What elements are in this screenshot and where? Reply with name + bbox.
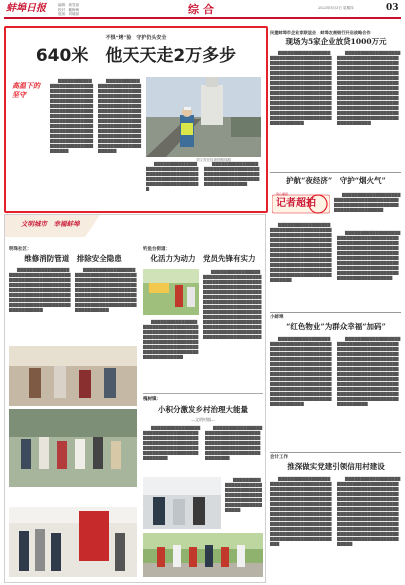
lower-headline: 小积分激发乡村治理大能量 xyxy=(158,405,248,414)
community-photo-3 xyxy=(9,507,137,577)
right-bottom-body-2: ▇▇▇▇▇▇▇▇▇▇▇▇▇▇▇▇▇▇▇▇▇▇▇▇▇▇▇▇▇▇▇▇▇▇▇▇▇▇▇▇▇▇▇▇▇▇▇▇▇▇▇▇▇▇▇▇▇▇▇▇▇▇▇▇▇▇▇▇▇▇▇▇▇▇▇▇▇▇▇▇▇▇▇▇▇▇▇▇▇▇▇▇▇▇▇▇▇▇▇▇▇▇▇▇▇▇▇▇▇▇▇▇▇▇▇▇▇▇▇▇▇▇▇▇▇▇▇▇▇▇▇▇▇▇▇▇▇▇▇▇▇▇▇▇▇▇▇▇▇▇▇▇▇▇▇▇▇▇▇▇▇▇▇▇▇▇▇▇▇▇▇▇▇▇▇▇▇▇▇▇▇▇▇▇▇▇▇▇▇▇▇▇▇▇▇▇▇▇▇▇▇▇▇▇▇▇▇▇▇▇▇▇▇▇▇▇▇▇▇▇▇▇▇▇▇▇▇▇▇▇▇▇▇▇▇▇▇▇▇▇▇▇▇▇▇▇▇▇▇▇▇▇▇▇▇▇▇▇▇▇▇▇▇ xyxy=(337,476,401,546)
banner-headline: 护航“夜经济” 守护“烟火气” xyxy=(286,176,386,185)
lead-photo xyxy=(146,77,261,157)
lead-body-col-3: ▇▇▇▇▇▇▇▇▇▇▇▇▇▇▇▇▇▇▇▇▇▇▇▇▇▇▇▇▇▇▇▇▇▇▇▇▇▇▇▇▇▇▇▇▇▇▇▇▇▇▇▇▇▇▇▇▇▇▇▇▇▇▇▇▇▇▇▇▇▇▇▇▇▇▇▇▇▇▇▇▇▇▇ xyxy=(146,161,199,191)
village-photo-2 xyxy=(143,533,263,577)
community-photo-2 xyxy=(9,409,137,487)
community-photo-1 xyxy=(9,346,137,406)
left-photo-1 xyxy=(9,346,137,406)
section-title: 综合 xyxy=(188,3,218,16)
lead-side-title-text: 高温下的坚守 xyxy=(12,81,40,99)
lower-body-2: ▇▇▇▇▇▇▇▇▇▇▇▇▇▇▇▇▇▇▇▇▇▇▇▇▇▇▇▇▇▇▇▇▇▇▇▇▇▇▇▇▇▇▇▇▇▇▇▇▇▇▇▇▇▇▇▇▇▇▇▇▇▇▇▇▇▇▇▇▇▇▇▇▇▇▇▇▇▇▇▇▇▇▇▇▇▇▇▇▇▇▇▇▇▇▇▇▇▇▇▇▇▇▇▇▇▇▇▇▇▇▇▇▇▇ xyxy=(205,425,263,460)
right-lower-body-2: ▇▇▇▇▇▇▇▇▇▇▇▇▇▇▇▇▇▇▇▇▇▇▇▇▇▇▇▇▇▇▇▇▇▇▇▇▇▇▇▇▇▇▇▇▇▇▇▇▇▇▇▇▇▇▇▇▇▇▇▇▇▇▇▇▇▇▇▇▇▇▇▇▇▇▇▇▇▇▇▇▇▇▇▇▇▇▇▇▇▇▇▇▇▇▇▇▇▇▇▇▇▇▇▇▇▇▇▇▇▇▇▇▇▇▇▇▇▇▇▇▇▇▇▇▇▇▇▇▇▇▇▇▇▇▇▇▇▇▇▇▇▇▇▇▇▇▇▇▇▇▇▇▇▇▇▇▇▇▇▇▇▇▇▇▇▇▇▇▇▇▇▇▇▇▇▇▇▇▇▇▇▇▇▇▇▇▇▇▇▇▇▇▇▇▇▇▇▇▇▇▇▇▇▇▇▇▇▇▇▇▇▇▇▇▇▇▇▇▇▇▇▇▇▇▇▇▇▇▇▇▇▇▇▇▇▇▇▇▇▇▇▇▇▇▇▇▇▇▇▇▇▇▇▇▇▇▇▇▇▇▇▇▇▇▇▇▇▇ xyxy=(337,336,401,406)
right-top-kicker: 民建蚌埠市企业家联谊会 蚌埠农商银行开启战略合作 xyxy=(270,30,371,35)
editor-name: 编辑：黄雪丽 xyxy=(58,3,79,7)
right-mid-body-b: ▇▇▇▇▇▇▇▇▇▇▇▇▇▇▇▇▇▇▇▇▇▇▇▇▇▇▇▇▇▇▇▇▇▇▇▇▇▇▇▇▇▇▇▇▇▇▇▇▇▇▇▇▇▇▇▇▇▇▇▇▇▇▇▇▇▇▇▇▇▇▇▇▇▇▇▇▇▇▇▇▇▇▇▇▇▇▇▇▇▇▇▇▇▇▇▇▇▇▇▇▇▇▇▇▇▇▇▇▇▇▇▇▇▇▇▇▇▇▇▇▇▇▇▇▇▇▇▇▇▇▇▇▇▇▇▇▇▇▇▇▇▇▇▇▇▇▇▇▇▇▇▇▇▇▇▇▇▇▇▇▇▇▇▇▇▇▇▇▇▇▇▇▇▇▇▇▇▇▇▇▇▇▇▇▇▇▇▇▇▇▇▇▇▇▇▇▇▇▇▇▇▇▇▇▇▇▇▇▇▇▇▇▇▇▇▇▇▇▇▇▇▇▇▇ xyxy=(270,222,332,282)
mid-photo xyxy=(143,269,199,315)
right-divider-3 xyxy=(270,452,401,453)
editor-credits xyxy=(58,3,79,17)
volunteer-photo xyxy=(143,269,199,315)
right-top-body-1: ▇▇▇▇▇▇▇▇▇▇▇▇▇▇▇▇▇▇▇▇▇▇▇▇▇▇▇▇▇▇▇▇▇▇▇▇▇▇▇▇▇▇▇▇▇▇▇▇▇▇▇▇▇▇▇▇▇▇▇▇▇▇▇▇▇▇▇▇▇▇▇▇▇▇▇▇▇▇▇▇▇▇▇▇▇▇▇▇▇▇▇▇▇▇▇▇▇▇▇▇▇▇▇▇▇▇▇▇▇▇▇▇▇▇▇▇▇▇▇▇▇▇▇▇▇▇▇▇▇▇▇▇▇▇▇▇▇▇▇▇▇▇▇▇▇▇▇▇▇▇▇▇▇▇▇▇▇▇▇▇▇▇▇▇▇▇▇▇▇▇▇▇▇▇▇▇▇▇▇▇▇▇▇▇▇▇▇▇▇▇▇▇▇▇▇▇▇▇▇▇▇▇▇▇▇▇▇▇▇▇▇▇▇▇▇▇▇▇▇▇▇▇▇▇▇▇▇▇▇▇▇▇▇▇▇▇▇▇▇▇▇▇▇▇▇▇▇▇▇▇▇▇▇▇▇▇▇▇▇▇▇▇▇▇▇▇▇▇▇▇▇▇▇▇▇▇▇▇▇▇▇▇▇▇▇▇▇▇ xyxy=(270,50,332,125)
lead-kicker: 不惧“烤”验 守护仍头安全 xyxy=(105,35,167,41)
proofread-name: 校对：戴梅梅 xyxy=(58,7,79,12)
feature-box xyxy=(4,214,266,583)
lower-photo-2 xyxy=(143,533,263,577)
left-headline: 维修消防管道 排除安全隐患 xyxy=(24,254,122,263)
lead-side-title xyxy=(12,81,42,99)
mid-feature-headline: 化活力为动力 党员先锋有实力 xyxy=(150,254,256,263)
mid-body-2: ▇▇▇▇▇▇▇▇▇▇▇▇▇▇▇▇▇▇▇▇▇▇▇▇▇▇▇▇▇▇▇▇▇▇▇▇▇▇▇▇▇▇▇▇▇▇▇▇▇▇▇▇▇▇▇▇▇▇▇▇▇▇▇▇▇▇▇▇▇▇▇▇▇▇▇▇▇▇▇▇▇▇▇▇▇▇▇▇▇▇▇▇▇▇▇▇▇▇▇▇▇▇▇▇▇▇▇▇▇▇▇▇▇▇▇▇▇▇▇▇▇▇▇▇▇▇▇▇▇▇▇▇▇▇▇▇ xyxy=(143,319,199,359)
page-number: 03 xyxy=(386,3,399,13)
lead-story-box xyxy=(4,26,268,213)
left-body-1: ▇▇▇▇▇▇▇▇▇▇▇▇▇▇▇▇▇▇▇▇▇▇▇▇▇▇▇▇▇▇▇▇▇▇▇▇▇▇▇▇▇▇▇▇▇▇▇▇▇▇▇▇▇▇▇▇▇▇▇▇▇▇▇▇▇▇▇▇▇▇▇▇▇▇▇▇▇▇▇▇▇▇▇▇▇▇▇▇▇▇▇▇▇▇▇▇▇▇▇▇▇▇▇▇▇▇▇▇▇▇▇▇▇▇▇▇▇▇▇▇▇▇▇▇▇▇▇▇▇▇▇▇▇▇▇▇▇▇▇▇▇▇▇▇▇▇▇▇▇▇▇▇▇▇▇▇▇▇▇▇▇▇▇▇▇▇▇▇ xyxy=(9,267,71,312)
village-photo-1 xyxy=(143,477,221,529)
bottom-headline: 推深做实党建引领信用村建设 xyxy=(287,462,385,471)
mid-kicker: 钓鱼台街道： xyxy=(143,247,170,252)
left-photo-2 xyxy=(9,409,137,487)
lower-sub: —文明村镇— xyxy=(191,417,215,422)
left-photo-3 xyxy=(9,507,137,577)
column-logo-text: 记者超拍 xyxy=(276,198,316,209)
lead-photo-caption: 刘文亮在检查铁路线路 xyxy=(196,158,231,162)
right-divider-1 xyxy=(270,172,401,173)
lead-body-col-2: ▇▇▇▇▇▇▇▇▇▇▇▇▇▇▇▇▇▇▇▇▇▇▇▇▇▇▇▇▇▇▇▇▇▇▇▇▇▇▇▇▇▇▇▇▇▇▇▇▇▇▇▇▇▇▇▇▇▇▇▇▇▇▇▇▇▇▇▇▇▇▇▇▇▇▇▇▇▇▇▇▇▇▇▇▇▇▇▇▇▇▇▇▇▇▇▇▇▇▇▇▇▇▇▇▇▇▇▇▇▇▇▇▇▇▇▇▇▇▇▇▇▇▇▇▇▇▇▇▇▇▇▇▇▇▇▇▇▇▇▇▇▇▇▇▇▇▇▇▇▇▇▇▇▇▇▇▇▇▇▇▇▇▇▇▇▇▇▇▇▇▇▇▇▇▇▇▇▇▇▇▇▇▇▇▇▇▇▇▇▇▇▇▇▇▇▇▇▇▇ xyxy=(98,78,142,153)
mid-divider xyxy=(143,393,263,394)
feature-banner: 文明城市 幸福蚌埠 xyxy=(21,220,80,228)
left-kicker: 明珠社区： xyxy=(9,247,32,252)
right-mid-body-c: ▇▇▇▇▇▇▇▇▇▇▇▇▇▇▇▇▇▇▇▇▇▇▇▇▇▇▇▇▇▇▇▇▇▇▇▇▇▇▇▇▇▇▇▇▇▇▇▇▇▇▇▇▇▇▇▇▇▇▇▇▇▇▇▇▇▇▇▇▇▇▇▇▇▇▇▇▇▇▇▇▇▇▇▇▇▇▇▇▇▇▇▇▇▇▇▇▇▇▇▇▇▇▇▇▇▇▇▇▇▇▇▇▇▇▇▇▇▇▇▇▇▇▇▇▇▇▇▇▇▇▇▇▇▇▇▇▇▇▇▇▇▇▇▇▇▇▇▇▇▇▇▇▇▇▇▇▇▇▇▇▇▇▇▇▇▇▇▇▇▇▇▇▇▇▇▇▇▇▇▇▇▇▇▇▇▇▇▇▇▇▇▇▇▇▇▇ xyxy=(337,230,401,280)
right-lower-body-1: ▇▇▇▇▇▇▇▇▇▇▇▇▇▇▇▇▇▇▇▇▇▇▇▇▇▇▇▇▇▇▇▇▇▇▇▇▇▇▇▇▇▇▇▇▇▇▇▇▇▇▇▇▇▇▇▇▇▇▇▇▇▇▇▇▇▇▇▇▇▇▇▇▇▇▇▇▇▇▇▇▇▇▇▇▇▇▇▇▇▇▇▇▇▇▇▇▇▇▇▇▇▇▇▇▇▇▇▇▇▇▇▇▇▇▇▇▇▇▇▇▇▇▇▇▇▇▇▇▇▇▇▇▇▇▇▇▇▇▇▇▇▇▇▇▇▇▇▇▇▇▇▇▇▇▇▇▇▇▇▇▇▇▇▇▇▇▇▇▇▇▇▇▇▇▇▇▇▇▇▇▇▇▇▇▇▇▇▇▇▇▇▇▇▇▇▇▇▇▇▇▇▇▇▇▇▇▇▇▇▇▇▇▇▇▇▇▇▇▇▇▇▇▇▇▇▇▇▇▇▇▇▇▇▇▇▇▇▇▇▇▇▇▇▇▇▇▇▇▇▇▇▇▇▇▇▇▇▇▇▇▇▇▇▇▇▇▇▇ xyxy=(270,336,332,406)
mid-headline: “红色物业”为群众幸福“加码” xyxy=(286,322,386,331)
design-name: 组版：刘晓丽 xyxy=(58,12,79,16)
right-top-headline: 现场为5家企业放贷1000万元 xyxy=(285,37,387,46)
left-body-2: ▇▇▇▇▇▇▇▇▇▇▇▇▇▇▇▇▇▇▇▇▇▇▇▇▇▇▇▇▇▇▇▇▇▇▇▇▇▇▇▇▇▇▇▇▇▇▇▇▇▇▇▇▇▇▇▇▇▇▇▇▇▇▇▇▇▇▇▇▇▇▇▇▇▇▇▇▇▇▇▇▇▇▇▇▇▇▇▇▇▇▇▇▇▇▇▇▇▇▇▇▇▇▇▇▇▇▇▇▇▇▇▇▇▇▇▇▇▇▇▇▇▇▇▇▇▇▇▇▇▇▇▇▇▇▇▇▇▇▇▇▇▇▇▇▇▇▇▇▇▇▇▇▇▇▇▇▇▇▇▇▇▇▇▇▇▇▇▇ xyxy=(75,267,137,312)
railway-worker-photo xyxy=(146,77,261,157)
column-logo-sub: 用心捕捉 xyxy=(276,192,289,196)
right-top-body-2: ▇▇▇▇▇▇▇▇▇▇▇▇▇▇▇▇▇▇▇▇▇▇▇▇▇▇▇▇▇▇▇▇▇▇▇▇▇▇▇▇▇▇▇▇▇▇▇▇▇▇▇▇▇▇▇▇▇▇▇▇▇▇▇▇▇▇▇▇▇▇▇▇▇▇▇▇▇▇▇▇▇▇▇▇▇▇▇▇▇▇▇▇▇▇▇▇▇▇▇▇▇▇▇▇▇▇▇▇▇▇▇▇▇▇▇▇▇▇▇▇▇▇▇▇▇▇▇▇▇▇▇▇▇▇▇▇▇▇▇▇▇▇▇▇▇▇▇▇▇▇▇▇▇▇▇▇▇▇▇▇▇▇▇▇▇▇▇▇▇▇▇▇▇▇▇▇▇▇▇▇▇▇▇▇▇▇▇▇▇▇▇▇▇▇▇▇▇▇▇▇▇▇▇▇▇▇▇▇▇▇▇▇▇▇▇▇▇▇▇▇▇▇▇▇▇▇▇▇▇▇▇▇▇▇▇▇▇▇▇▇▇▇▇▇▇▇▇▇▇▇▇▇▇▇▇▇▇▇▇▇▇▇▇▇▇▇▇▇▇▇▇▇▇▇▇▇▇▇▇▇▇▇▇▇▇▇▇▇▇ xyxy=(337,50,401,125)
lead-body-col-1: ▇▇▇▇▇▇▇▇▇▇▇▇▇▇▇▇▇▇▇▇▇▇▇▇▇▇▇▇▇▇▇▇▇▇▇▇▇▇▇▇▇▇▇▇▇▇▇▇▇▇▇▇▇▇▇▇▇▇▇▇▇▇▇▇▇▇▇▇▇▇▇▇▇▇▇▇▇▇▇▇▇▇▇▇▇▇▇▇▇▇▇▇▇▇▇▇▇▇▇▇▇▇▇▇▇▇▇▇▇▇▇▇▇▇▇▇▇▇▇▇▇▇▇▇▇▇▇▇▇▇▇▇▇▇▇▇▇▇▇▇▇▇▇▇▇▇▇▇▇▇▇▇▇▇▇▇▇▇▇▇▇▇▇▇▇▇▇▇▇▇▇▇▇▇▇▇▇▇▇▇▇▇▇▇▇▇▇▇▇▇▇▇▇▇▇▇▇▇▇ xyxy=(50,78,94,153)
lower-body-3: ▇▇▇▇▇▇▇▇▇▇▇▇▇▇▇▇▇▇▇▇▇▇▇▇▇▇▇▇▇▇▇▇▇▇▇▇▇▇▇▇▇▇▇▇▇▇▇▇▇▇▇▇▇▇▇▇▇▇▇▇▇▇▇▇▇▇▇▇▇▇▇▇▇▇ xyxy=(225,477,262,512)
header-rule xyxy=(4,17,401,19)
sub-section-label: 小蚌埠 xyxy=(270,315,284,320)
column-logo xyxy=(272,192,330,216)
lead-body-col-4: ▇▇▇▇▇▇▇▇▇▇▇▇▇▇▇▇▇▇▇▇▇▇▇▇▇▇▇▇▇▇▇▇▇▇▇▇▇▇▇▇▇▇▇▇▇▇▇▇▇▇▇▇▇▇▇▇▇▇▇▇▇▇▇▇▇▇▇▇▇▇▇▇▇▇▇▇▇▇▇▇▇▇▇ xyxy=(204,161,260,186)
bottom-kicker: 会计工作 xyxy=(270,455,288,460)
issue-date: 2023年8月3日 星期四 xyxy=(318,6,354,10)
right-divider-2 xyxy=(270,312,401,313)
lead-headline: 640米 他天天走2万多步 xyxy=(35,46,237,66)
lower-photo-1 xyxy=(143,477,221,529)
newspaper-logo: 蚌埠日报 xyxy=(6,3,46,14)
mid-body-1: ▇▇▇▇▇▇▇▇▇▇▇▇▇▇▇▇▇▇▇▇▇▇▇▇▇▇▇▇▇▇▇▇▇▇▇▇▇▇▇▇▇▇▇▇▇▇▇▇▇▇▇▇▇▇▇▇▇▇▇▇▇▇▇▇▇▇▇▇▇▇▇▇▇▇▇▇▇▇▇▇▇▇▇▇▇▇▇▇▇▇▇▇▇▇▇▇▇▇▇▇▇▇▇▇▇▇▇▇▇▇▇▇▇▇▇▇▇▇▇▇▇▇▇▇▇▇▇▇▇▇▇▇▇▇▇▇▇▇▇▇▇▇▇▇▇▇▇▇▇▇▇▇▇▇▇▇▇▇▇▇▇▇▇▇▇▇▇▇▇▇▇▇▇▇▇▇▇▇▇▇▇▇▇▇▇▇▇▇▇▇▇▇▇▇▇▇▇▇▇▇▇▇▇▇▇▇▇▇▇▇▇▇▇▇▇▇▇▇▇▇▇▇▇▇▇▇▇▇▇▇▇▇▇▇▇▇▇▇▇▇▇▇▇▇▇▇▇▇▇▇▇▇▇▇▇▇▇▇▇▇▇▇▇ xyxy=(203,269,262,339)
right-bottom-body-1: ▇▇▇▇▇▇▇▇▇▇▇▇▇▇▇▇▇▇▇▇▇▇▇▇▇▇▇▇▇▇▇▇▇▇▇▇▇▇▇▇▇▇▇▇▇▇▇▇▇▇▇▇▇▇▇▇▇▇▇▇▇▇▇▇▇▇▇▇▇▇▇▇▇▇▇▇▇▇▇▇▇▇▇▇▇▇▇▇▇▇▇▇▇▇▇▇▇▇▇▇▇▇▇▇▇▇▇▇▇▇▇▇▇▇▇▇▇▇▇▇▇▇▇▇▇▇▇▇▇▇▇▇▇▇▇▇▇▇▇▇▇▇▇▇▇▇▇▇▇▇▇▇▇▇▇▇▇▇▇▇▇▇▇▇▇▇▇▇▇▇▇▇▇▇▇▇▇▇▇▇▇▇▇▇▇▇▇▇▇▇▇▇▇▇▇▇▇▇▇▇▇▇▇▇▇▇▇▇▇▇▇▇▇▇▇▇▇▇▇▇▇▇▇▇▇▇▇▇▇▇▇▇▇▇▇▇▇▇▇▇▇▇▇▇▇▇▇▇▇▇▇▇▇▇▇▇▇▇▇▇ xyxy=(270,476,332,546)
right-mid-body-a: ▇▇▇▇▇▇▇▇▇▇▇▇▇▇▇▇▇▇▇▇▇▇▇▇▇▇▇▇▇▇▇▇▇▇▇▇▇▇▇▇▇▇▇▇▇▇▇▇▇▇▇▇▇▇▇▇▇▇▇▇▇▇▇▇▇▇▇▇▇▇▇▇▇▇▇▇▇ xyxy=(334,192,401,212)
lower-kicker: 槐树镇： xyxy=(143,397,161,402)
lower-body-1: ▇▇▇▇▇▇▇▇▇▇▇▇▇▇▇▇▇▇▇▇▇▇▇▇▇▇▇▇▇▇▇▇▇▇▇▇▇▇▇▇▇▇▇▇▇▇▇▇▇▇▇▇▇▇▇▇▇▇▇▇▇▇▇▇▇▇▇▇▇▇▇▇▇▇▇▇▇▇▇▇▇▇▇▇▇▇▇▇▇▇▇▇▇▇▇▇▇▇▇▇▇▇▇▇▇▇▇▇▇▇▇▇▇▇ xyxy=(143,425,201,460)
